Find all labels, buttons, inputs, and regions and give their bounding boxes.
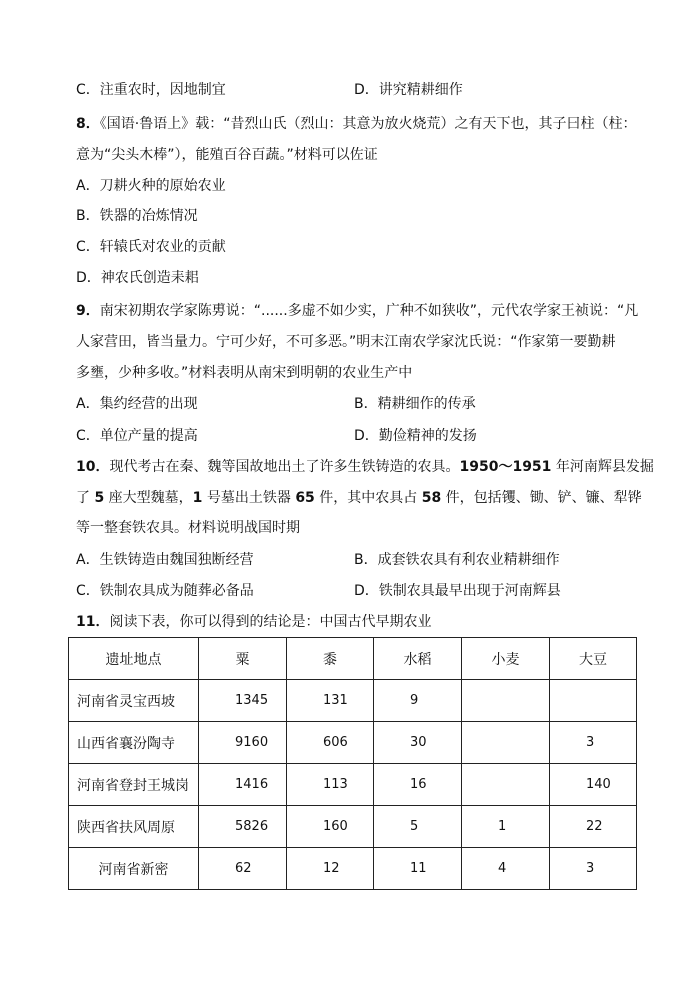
broomcorn-cell: 113: [287, 764, 374, 806]
table-row: [69, 806, 637, 848]
q11-text: 阅读下表，你可以得到的结论是：中国古代早期农业: [109, 614, 432, 630]
q8-option-c[interactable]: C．轩辕氏对农业的贡献: [76, 239, 226, 255]
broomcorn-cell: 160: [287, 806, 374, 848]
table-header-row: [69, 638, 637, 680]
site-cell: 山西省襄汾陶寺: [69, 722, 199, 764]
rice-cell: 5: [374, 806, 462, 848]
rice-cell: 11: [374, 848, 462, 890]
q8-text-1: 《国语·鲁语上》载：“昔烈山氏（烈山：其意为放火烧荒）之有天下也，其子曰柱（柱：: [99, 116, 637, 132]
site-cell: 河南省灵宝西坡: [69, 680, 199, 722]
rice-cell: 16: [374, 764, 462, 806]
soybean-cell: 140: [550, 764, 637, 806]
q10-num-tools: 58: [421, 490, 442, 506]
wheat-cell: 4: [462, 848, 550, 890]
q8-option-a[interactable]: A．刀耕火种的原始农业: [76, 178, 226, 194]
millet-cell: 5826: [199, 806, 287, 848]
q10-text-1c: 年河南辉县发掘: [551, 459, 654, 475]
soybean-cell: 3: [550, 848, 637, 890]
wheat-cell: 1: [462, 806, 550, 848]
header-wheat: 小麦: [462, 638, 550, 680]
q10-option-a[interactable]: A．生铁铸造由魏国独断经营: [76, 552, 254, 568]
header-soybean: 大豆: [550, 638, 637, 680]
q10-option-d[interactable]: D．铁制农具最早出现于河南辉县: [354, 583, 561, 599]
q9-option-c[interactable]: C．单位产量的提高: [76, 428, 198, 444]
q10-text-2e: 号墓出土铁器: [202, 490, 296, 506]
millet-cell: 1416: [199, 764, 287, 806]
q9-stem-line1: [76, 301, 638, 321]
q10-option-c[interactable]: C．铁制农具成为随葬必备品: [76, 583, 254, 599]
wheat-cell: [462, 680, 550, 722]
q10-num-iron: 65: [295, 490, 315, 506]
q11-stem: [76, 612, 431, 632]
table-row: [69, 680, 637, 722]
header-broomcorn-millet: 黍: [287, 638, 374, 680]
q8-stem-line1: [76, 114, 636, 134]
millet-cell: 1345: [199, 680, 287, 722]
rice-cell: 9: [374, 680, 462, 722]
q10-stem-line2: [76, 488, 642, 508]
millet-cell: 9160: [199, 722, 287, 764]
wheat-cell: [462, 764, 550, 806]
q9-option-d[interactable]: D．勤俭精神的发扬: [354, 428, 477, 444]
broomcorn-cell: 606: [287, 722, 374, 764]
q10-text-2g: 件，其中农具占: [314, 490, 422, 506]
q9-text-1: 南宋初期农学家陈旉说：“......多虚不如少实，广种不如狭收”，元代农学家王祯说：“凡: [99, 303, 639, 319]
table-row: [69, 722, 637, 764]
q10-text-1a: 现代考古在秦、魏等国故地出土了许多生铁铸造的农具。: [109, 459, 460, 475]
broomcorn-cell: 131: [287, 680, 374, 722]
table-row: [69, 764, 637, 806]
broomcorn-cell: 12: [287, 848, 374, 890]
site-cell: 陕西省扶风周原: [69, 806, 199, 848]
q7-option-d[interactable]: D．讲究精耕细作: [354, 82, 463, 98]
rice-cell: 30: [374, 722, 462, 764]
q8-stem-line2: 意为“尖头木棒”），能殖百谷百蔬。”材料可以佐证: [76, 147, 378, 163]
q8-option-b[interactable]: B．铁器的冶炼情况: [76, 208, 198, 224]
q8-number: 8．: [76, 116, 100, 132]
site-cell: 河南省新密: [69, 848, 199, 890]
q10-num-tomb-id: 1: [192, 490, 203, 506]
soybean-cell: 22: [550, 806, 637, 848]
q9-stem-line2: 人家营田，皆当量力。宁可少好，不可多恶。”明末江南农学家沈氏说：“作家第一要勤耕: [76, 334, 616, 350]
q10-text-2c: 座大型魏墓，: [104, 490, 193, 506]
q9-number: 9．: [76, 303, 100, 319]
q8-option-d[interactable]: D．神农氏创造耒耜: [76, 270, 199, 286]
q10-years: 1950～1951: [459, 459, 552, 475]
q11-number: 11．: [76, 614, 110, 630]
q9-option-b[interactable]: B．精耕细作的传承: [354, 396, 476, 412]
wheat-cell: [462, 722, 550, 764]
header-rice: 水稻: [374, 638, 462, 680]
site-cell: 河南省登封王城岗: [69, 764, 199, 806]
q10-text-2a: 了: [76, 490, 95, 506]
q10-num-tombs: 5: [94, 490, 105, 506]
header-site: 遗址地点: [69, 638, 199, 680]
header-millet: 粟: [199, 638, 287, 680]
q10-stem-line1: [76, 457, 654, 477]
table-row: [69, 848, 637, 890]
q9-option-a[interactable]: A．集约经营的出现: [76, 396, 198, 412]
soybean-cell: [550, 680, 637, 722]
q10-option-b[interactable]: B．成套铁农具有利农业精耕细作: [354, 552, 560, 568]
q10-stem-line3: 等一整套铁农具。材料说明战国时期: [76, 520, 300, 536]
q9-stem-line3: 多壅，少种多收。”材料表明从南宋到明朝的农业生产中: [76, 365, 413, 381]
millet-cell: 62: [199, 848, 287, 890]
soybean-cell: 3: [550, 722, 637, 764]
q10-text-2i: 件，包括䦆、锄、铲、镰、犁铧: [441, 490, 642, 506]
q7-option-c[interactable]: C．注重农时，因地制宜: [76, 82, 226, 98]
crop-remains-table: [68, 637, 637, 890]
q10-number: 10．: [76, 459, 110, 475]
